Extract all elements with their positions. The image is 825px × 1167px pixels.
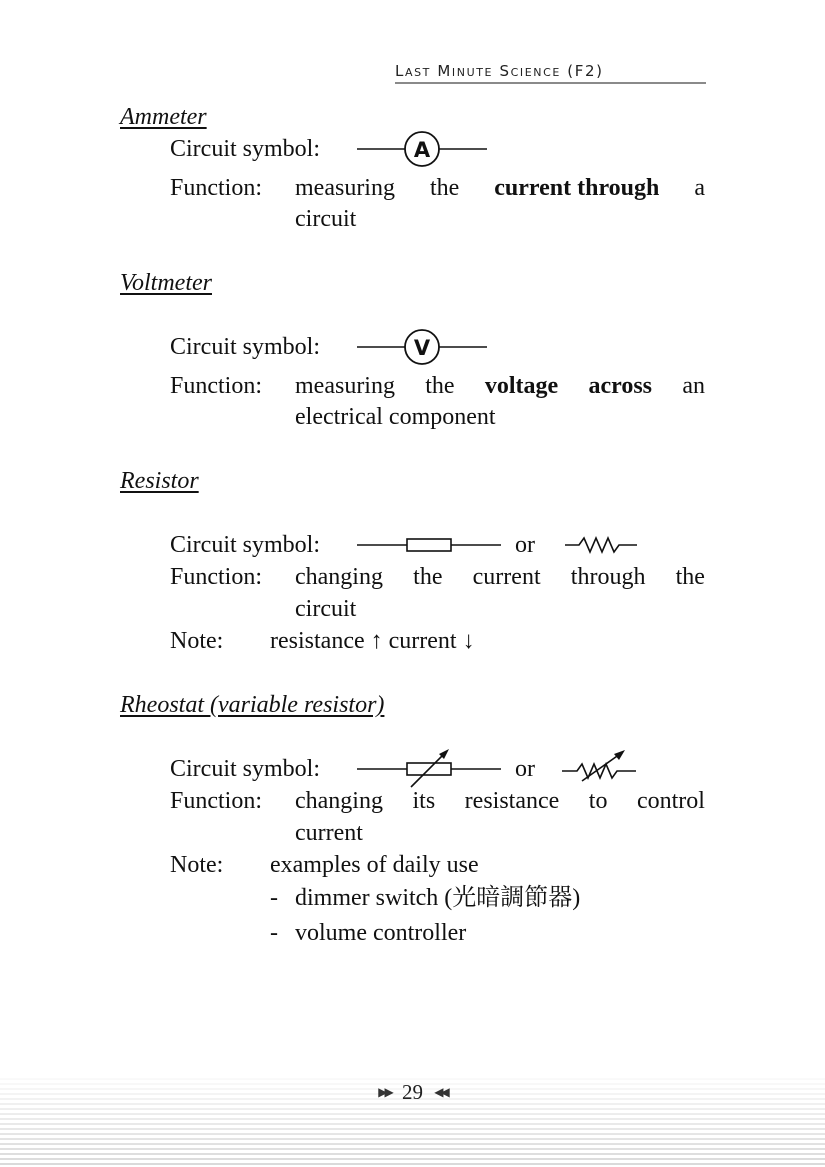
voltmeter-function-keyword: voltage [484,373,559,399]
voltmeter-symbol-label: Circuit symbol: [170,334,320,360]
resistor-function-word: the [413,564,443,590]
resistor-function-word: current [472,564,541,590]
resistor-function-word: changing [295,564,383,590]
example-bullet: - [270,920,278,946]
ammeter-function-word: a [694,175,705,201]
resistor-zigzag-icon [563,533,639,557]
rheostat-function-line1 [295,787,705,815]
page-footer [0,1080,825,1105]
voltmeter-function-word: an [682,373,705,399]
resistor-symbol-label: Circuit symbol: [170,532,320,558]
voltmeter-function-line2: electrical component [295,404,496,430]
rheostat-note-text: examples of daily use [270,852,479,878]
rheostat-or-text: or [515,756,535,782]
resistor-function-line1 [295,563,705,591]
rheostat-function-word: resistance [464,788,560,814]
ammeter-function-keyword: current through [494,175,660,201]
voltmeter-function-keyword: across [588,373,653,399]
rheostat-symbol-label: Circuit symbol: [170,756,320,782]
running-header: Last Minute Science (F2) [395,62,706,84]
voltmeter-heading: Voltmeter [120,270,212,296]
resistor-heading: Resistor [120,468,199,494]
rheostat-function-word: control [636,788,705,814]
resistor-function-word: through [570,564,646,590]
resistor-note-text: resistance ↑ current ↓ [270,628,475,654]
resistor-or-text: or [515,532,535,558]
example-dimmer-switch: dimmer switch (光暗調節器) [295,885,581,911]
ammeter-function-word: the [429,175,460,201]
voltmeter-function-word: the [425,373,455,399]
resistor-function-label: Function: [170,564,263,590]
rheostat-zigzag-icon [560,745,640,785]
page-back-arrows-icon: ◀◀ [434,1085,447,1099]
rheostat-note-label: Note: [170,852,224,878]
voltmeter-function-label: Function: [170,373,263,399]
voltmeter-symbol-letter: V [413,336,431,360]
rheostat-function-word: changing [295,788,383,814]
resistor-note-label: Note: [170,628,224,654]
ammeter-heading: Ammeter [120,104,207,130]
ammeter-symbol-label: Circuit symbol: [170,136,320,162]
rheostat-function-line2: current [295,820,363,846]
ammeter-function-label: Function: [170,175,263,201]
rheostat-heading: Rheostat (variable resistor) [120,692,385,718]
ammeter-symbol-icon [355,130,490,168]
example-bullet: - [270,885,278,911]
resistor-function-word: the [675,564,705,590]
rheostat-function-word: to [588,788,608,814]
ammeter-symbol-letter: A [413,138,431,162]
rheostat-function-label: Function: [170,788,263,814]
rheostat-function-word: its [412,788,436,814]
page-forward-arrows-icon: ▶▶ [378,1085,391,1099]
resistor-function-line2: circuit [295,596,357,622]
page-number: 29 [402,1080,423,1104]
voltmeter-symbol-icon [355,328,490,366]
example-volume-controller: volume controller [295,920,467,946]
voltmeter-function-word: measuring [295,373,395,399]
resistor-symbol-icon [355,533,503,557]
ammeter-function-line2: circuit [295,206,357,232]
rheostat-symbol-icon [355,745,503,791]
ammeter-function-line1 [295,174,705,202]
ammeter-function-word: measuring [295,175,395,201]
voltmeter-function-line1 [295,372,705,400]
